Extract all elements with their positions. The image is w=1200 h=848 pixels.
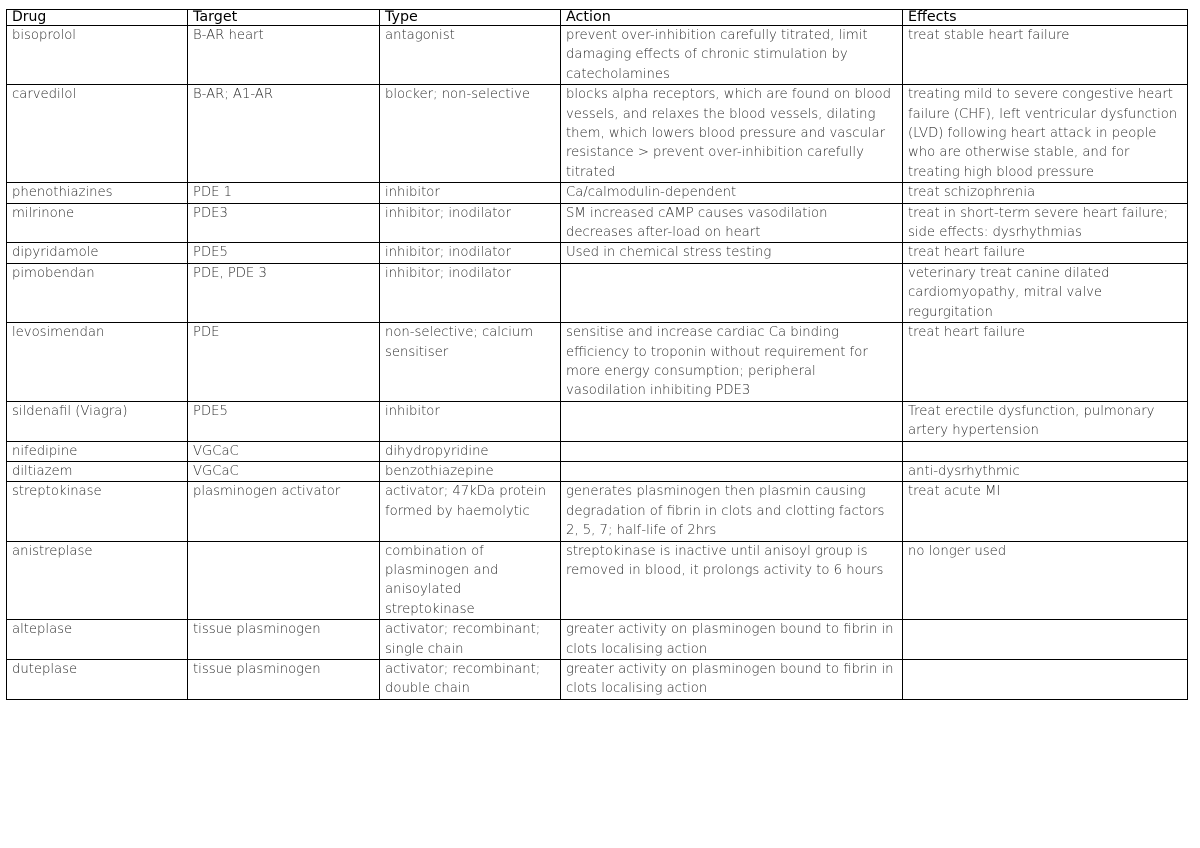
cell-action [561, 441, 903, 461]
cell-effects [903, 660, 1188, 700]
cell-type: non-selective; calcium sensitiser [380, 323, 561, 402]
table-row [7, 482, 1188, 541]
cell-action: Used in chemical stress testing [561, 243, 903, 263]
cell-action: SM increased cAMP causes vasodilation decreases after-load on heart [561, 203, 903, 243]
cell-effects: anti-dysrhythmic [903, 461, 1188, 481]
table-row [7, 323, 1188, 402]
table-row [7, 620, 1188, 660]
cell-target: VGCaC [188, 441, 380, 461]
cell-effects [903, 620, 1188, 660]
cell-type: activator; recombinant; double chain [380, 660, 561, 700]
table-row [7, 243, 1188, 263]
cell-effects: treat stable heart failure [903, 26, 1188, 85]
cell-effects: Treat erectile dysfunction, pulmonary artery hypertension [903, 401, 1188, 441]
cell-target: tissue plasminogen [188, 620, 380, 660]
cell-drug: bisoprolol [7, 26, 188, 85]
cell-action: streptokinase is inactive until anisoyl group is removed in blood, it prolongs activity to 6 hours [561, 541, 903, 620]
cell-drug: milrinone [7, 203, 188, 243]
table-row [7, 85, 1188, 183]
table-header [7, 10, 1188, 26]
drug-table [6, 9, 1188, 700]
cell-target: PDE 1 [188, 183, 380, 203]
cell-action: sensitise and increase cardiac Ca binding efficiency to troponin without requirement for more energy consumption; peripheral vasodilation inhibiting PDE3 [561, 323, 903, 402]
table-row [7, 203, 1188, 243]
table-row [7, 401, 1188, 441]
cell-effects: treat schizophrenia [903, 183, 1188, 203]
cell-target: PDE3 [188, 203, 380, 243]
table-row [7, 26, 1188, 85]
cell-target: B-AR heart [188, 26, 380, 85]
cell-effects: treat in short-term severe heart failure; side effects: dysrhythmias [903, 203, 1188, 243]
cell-drug: alteplase [7, 620, 188, 660]
cell-type: inhibitor [380, 401, 561, 441]
cell-effects [903, 441, 1188, 461]
cell-type: activator; 47kDa protein formed by haemolytic [380, 482, 561, 541]
cell-drug: streptokinase [7, 482, 188, 541]
cell-target: tissue plasminogen [188, 660, 380, 700]
cell-drug: carvedilol [7, 85, 188, 183]
cell-type: benzothiazepine [380, 461, 561, 481]
col-header-drug: Drug [7, 10, 188, 26]
cell-effects: veterinary treat canine dilated cardiomyopathy, mitral valve regurgitation [903, 263, 1188, 322]
cell-action: prevent over-inhibition carefully titrated, limit damaging effects of chronic stimulation by catecholamines [561, 26, 903, 85]
cell-action: Ca/calmodulin-dependent [561, 183, 903, 203]
cell-effects: treat heart failure [903, 323, 1188, 402]
col-header-target: Target [188, 10, 380, 26]
table-row [7, 183, 1188, 203]
cell-action [561, 461, 903, 481]
cell-drug: duteplase [7, 660, 188, 700]
table-row [7, 660, 1188, 700]
cell-effects: treat acute MI [903, 482, 1188, 541]
col-header-action: Action [561, 10, 903, 26]
col-header-effects: Effects [903, 10, 1188, 26]
table-row [7, 461, 1188, 481]
cell-effects: treating mild to severe congestive heart failure (CHF), left ventricular dysfunction (LVD) following heart attack in people who are otherwise stable, and for treating high blood pressure [903, 85, 1188, 183]
cell-effects: treat heart failure [903, 243, 1188, 263]
cell-type: inhibitor; inodilator [380, 243, 561, 263]
cell-action: greater activity on plasminogen bound to fibrin in clots localising action [561, 620, 903, 660]
table-row [7, 541, 1188, 620]
cell-drug: sildenafil (Viagra) [7, 401, 188, 441]
cell-drug: anistreplase [7, 541, 188, 620]
cell-type: activator; recombinant; single chain [380, 620, 561, 660]
cell-action: generates plasminogen then plasmin causing degradation of fibrin in clots and clotting factors 2, 5, 7; half-life of 2hrs [561, 482, 903, 541]
cell-type: inhibitor; inodilator [380, 263, 561, 322]
cell-type: antagonist [380, 26, 561, 85]
cell-effects: no longer used [903, 541, 1188, 620]
header-row [7, 10, 1188, 26]
cell-target: PDE [188, 323, 380, 402]
cell-type: blocker; non-selective [380, 85, 561, 183]
cell-target: B-AR; A1-AR [188, 85, 380, 183]
table-row [7, 263, 1188, 322]
cell-target: PDE5 [188, 401, 380, 441]
cell-drug: diltiazem [7, 461, 188, 481]
table-row [7, 441, 1188, 461]
cell-target: PDE, PDE 3 [188, 263, 380, 322]
cell-drug: dipyridamole [7, 243, 188, 263]
cell-action [561, 263, 903, 322]
cell-drug: nifedipine [7, 441, 188, 461]
col-header-type: Type [380, 10, 561, 26]
cell-target [188, 541, 380, 620]
cell-target: plasminogen activator [188, 482, 380, 541]
cell-type: inhibitor [380, 183, 561, 203]
cell-type: inhibitor; inodilator [380, 203, 561, 243]
cell-action: greater activity on plasminogen bound to fibrin in clots localising action [561, 660, 903, 700]
cell-drug: phenothiazines [7, 183, 188, 203]
cell-target: PDE5 [188, 243, 380, 263]
cell-action: blocks alpha receptors, which are found on blood vessels, and relaxes the blood vessels, dilating them, which lowers blood pressure and vascular resistance > prevent over-inhibition carefully titrated [561, 85, 903, 183]
cell-type: dihydropyridine [380, 441, 561, 461]
table-body [7, 26, 1188, 700]
cell-type: combination of plasminogen and anisoylated streptokinase [380, 541, 561, 620]
cell-action [561, 401, 903, 441]
cell-target: VGCaC [188, 461, 380, 481]
cell-drug: pimobendan [7, 263, 188, 322]
cell-drug: levosimendan [7, 323, 188, 402]
